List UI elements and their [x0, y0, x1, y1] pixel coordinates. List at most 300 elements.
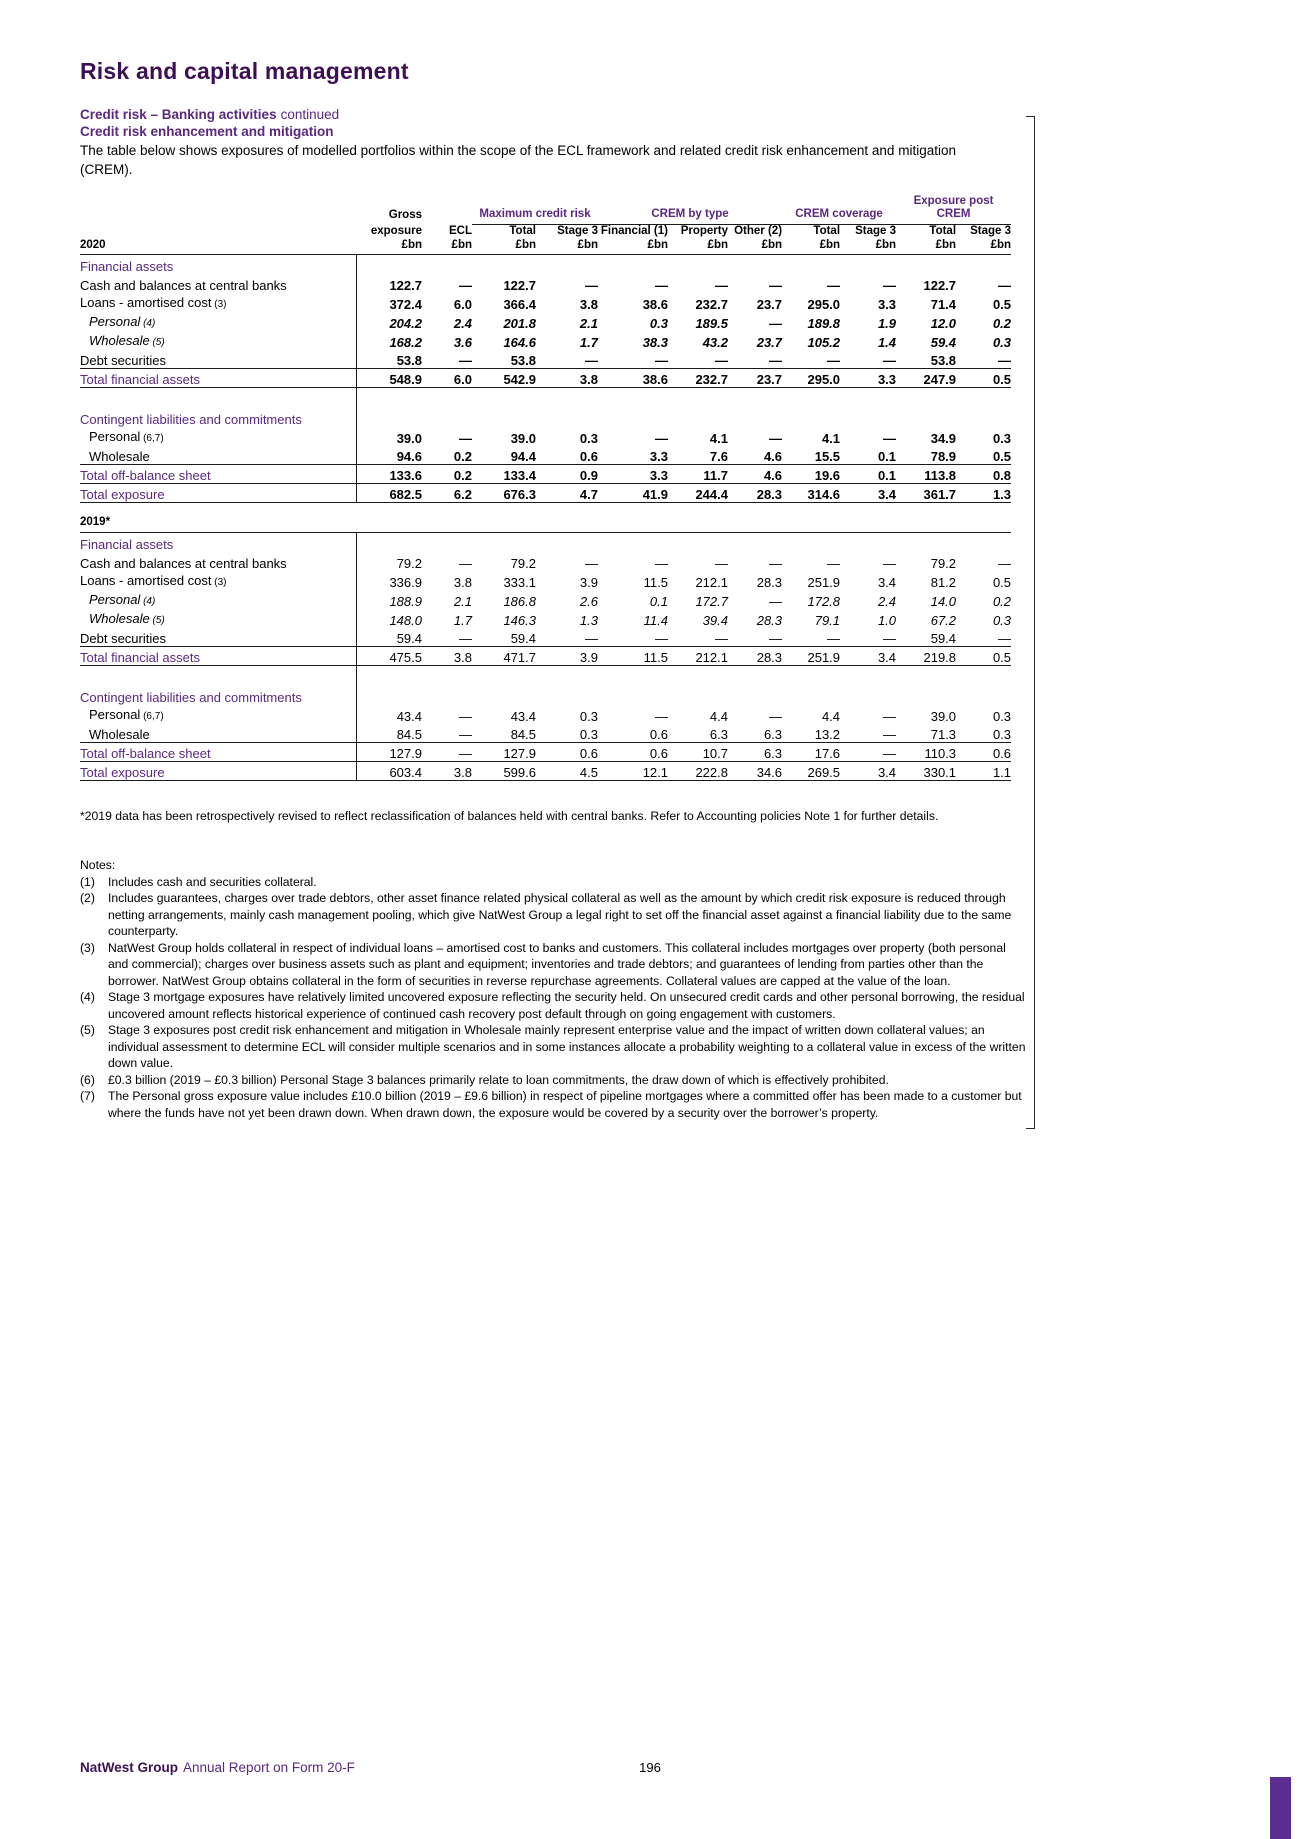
cell-value: 251.9 [782, 647, 840, 666]
cell-value: 6.3 [709, 727, 728, 742]
cell-value: 2.6 [579, 593, 598, 609]
cell-value: 201.8 [503, 315, 536, 331]
note-text: NatWest Group holds collateral in respect of individual loans – amortised cost to banks and customers. This collateral includes mortgages over property (both personal and commercial); charges over business assets such as plant and equipment; inventories and trade debtors; and guarantees of lending from parties other than the borrower. NatWest Group obtains collateral in the form of securities in reverse repurchase agreements. Collateral values are capped at the value of the loan. [108, 940, 1006, 988]
row-label: Total off-balance sheet [80, 465, 356, 484]
cell-value: 12.1 [598, 762, 668, 781]
note-text: £0.3 billion (2019 – £0.3 billion) Personal Stage 3 balances primarily relate to loan commitments, the draw down of which is effectively prohibited. [108, 1072, 889, 1087]
data-row [80, 590, 1011, 609]
cell-value: 0.3 [579, 430, 598, 446]
unit-label: £bn [840, 238, 896, 255]
footnote-reference: (6,7) [140, 710, 164, 722]
cell-value: — [459, 555, 472, 571]
cell-value: — [715, 631, 728, 646]
footnote-reference: (5) [149, 614, 165, 626]
cell-value: 6.2 [422, 484, 472, 503]
cell-value: 15.5 [814, 449, 841, 464]
cell-value: — [655, 430, 668, 446]
footnote-reference: (4) [140, 595, 156, 607]
cell-value: 6.3 [728, 743, 782, 762]
cell-value: 1.1 [956, 762, 1011, 781]
section-label: Financial assets [80, 258, 174, 274]
row-label: Debt securities [80, 631, 166, 646]
note-number: (4) [80, 990, 95, 1004]
cell-value: 23.7 [756, 296, 783, 312]
cell-value: 3.8 [422, 762, 472, 781]
cell-value: 676.3 [472, 484, 536, 503]
column-group-header: Gross [388, 209, 422, 221]
cell-value: 548.9 [356, 369, 422, 388]
cell-value: 19.6 [782, 465, 840, 484]
cell-value: 127.9 [356, 743, 422, 762]
cell-value: 0.5 [992, 449, 1012, 464]
page-footer [0, 1760, 1300, 1780]
cell-value: 603.4 [356, 762, 422, 781]
cell-value: 0.5 [956, 369, 1011, 388]
cell-value: 3.8 [579, 296, 598, 312]
cell-value: 1.7 [579, 334, 598, 350]
unit-label: £bn [782, 238, 840, 255]
header-corner-cell [80, 195, 356, 225]
cell-value: 366.4 [503, 296, 536, 312]
cell-value: 3.9 [536, 647, 598, 666]
data-row [80, 552, 1011, 571]
column-header: Total [813, 225, 841, 237]
note-number: (2) [80, 891, 95, 905]
cell-value: 314.6 [782, 484, 840, 503]
cell-value: 41.9 [598, 484, 668, 503]
cell-value: 682.5 [356, 484, 422, 503]
note-text: Includes guarantees, charges over trade debtors, other asset finance related physical collateral as well as the amount by which credit risk exposure is reduced through netting arrangements, mainly cash management pooling, which give NatWest Group a legal right to set off the financial asset against a financial liability due to the same counterparty. [108, 891, 1012, 938]
cell-value: 3.9 [579, 574, 598, 590]
data-row [80, 331, 1011, 350]
cell-value: 71.3 [930, 727, 957, 742]
column-header: ECL [449, 225, 472, 237]
total-row [80, 743, 1011, 762]
cell-value: 71.4 [930, 296, 957, 312]
unit-label: £bn [956, 238, 1011, 255]
cell-value: 0.1 [840, 465, 896, 484]
cell-value: 336.9 [356, 571, 422, 590]
data-row [80, 609, 1011, 628]
note-item [80, 874, 1028, 891]
cell-value: — [840, 743, 896, 762]
cell-value: 6.0 [453, 296, 472, 312]
cell-value: 0.2 [992, 593, 1012, 609]
cell-value: 295.0 [807, 296, 841, 312]
cell-value: 542.9 [472, 369, 536, 388]
cell-value: — [655, 353, 668, 368]
cell-value: 3.6 [453, 334, 472, 350]
cell-value: 53.8 [510, 353, 536, 368]
unit-label: £bn [472, 238, 536, 255]
note-number: (6) [80, 1072, 95, 1087]
data-row [80, 705, 1011, 724]
cell-value: 3.4 [877, 574, 897, 590]
section-header-row [80, 686, 1011, 705]
cell-value: — [827, 277, 841, 293]
cell-value: 372.4 [356, 293, 422, 312]
cell-value: 11.7 [668, 465, 728, 484]
intro-paragraph: The table below shows exposures of modelled portfolios within the scope of the ECL framework and related credit risk enhancement and mitigation (CREM). [80, 143, 956, 177]
cell-value: 3.4 [840, 762, 896, 781]
cell-value: — [459, 430, 472, 446]
grand-row [80, 484, 1011, 503]
note-text: Stage 3 mortgage exposures have relatively limited uncovered exposure reflecting the security held. On unsecured credit cards and other personal borrowing, the residual uncovered amount reflects historical experience of continued cash recovery post default through on going engagement with customers. [108, 990, 1025, 1021]
cell-value: — [459, 631, 472, 646]
cell-value: 0.5 [992, 574, 1012, 590]
cell-value: 251.9 [807, 574, 841, 590]
cell-value: 333.1 [503, 574, 536, 590]
cell-value: 0.3 [579, 727, 598, 742]
cell-value: 4.6 [728, 465, 782, 484]
row-label: Wholesale [89, 449, 150, 464]
cell-value: 247.9 [896, 369, 956, 388]
revision-change-bracket [1026, 116, 1035, 1129]
data-row [80, 571, 1011, 590]
cell-value: 1.3 [579, 612, 598, 628]
cell-value: 28.3 [756, 574, 783, 590]
data-row [80, 274, 1011, 293]
cell-value: 53.8 [356, 350, 422, 369]
data-row [80, 312, 1011, 331]
cell-value: 0.5 [956, 647, 1011, 666]
cell-value: 0.3 [992, 612, 1012, 628]
cell-value: 43.2 [702, 334, 728, 350]
cell-value: — [715, 555, 728, 571]
data-row [80, 350, 1011, 369]
cell-value: 28.3 [756, 612, 783, 628]
cell-value: 105.2 [807, 334, 841, 350]
note-item [80, 989, 1028, 1022]
cell-value: 122.7 [503, 277, 536, 293]
cell-value: 0.3 [992, 430, 1012, 446]
cell-value: — [998, 277, 1012, 293]
cell-value: 34.9 [930, 430, 957, 446]
cell-value: 0.2 [422, 465, 472, 484]
row-label: Personal (4) [89, 313, 156, 329]
cell-value: — [585, 631, 598, 646]
cell-value: 172.8 [807, 593, 841, 609]
column-header: Total [929, 225, 957, 237]
row-label: Personal (6,7) [89, 706, 164, 722]
cell-value: — [655, 708, 668, 724]
section-label: Financial assets [80, 536, 174, 552]
cell-value: 295.0 [782, 369, 840, 388]
cell-value: 2.1 [453, 593, 472, 609]
year-label: 2019* [80, 503, 1011, 533]
note-item [80, 890, 1028, 940]
footnote-reference: (3) [211, 576, 227, 588]
note-text: Includes cash and securities collateral. [108, 874, 317, 889]
cell-value: 330.1 [896, 762, 956, 781]
cell-value: 84.5 [356, 724, 422, 743]
cell-value: 11.4 [643, 612, 668, 628]
cell-value: 10.7 [668, 743, 728, 762]
cell-value: 0.3 [992, 334, 1012, 350]
unit-label: £bn [356, 238, 422, 255]
row-label: Cash and balances at central banks [80, 277, 287, 293]
cell-value: 4.4 [709, 708, 728, 724]
unit-label: £bn [728, 238, 782, 255]
row-label: Wholesale (5) [89, 610, 165, 626]
row-label: Cash and balances at central banks [80, 555, 287, 571]
cell-value: 4.7 [536, 484, 598, 503]
cell-value: 13.2 [814, 727, 841, 742]
cell-value: — [459, 353, 472, 368]
row-label: Total off-balance sheet [80, 743, 356, 762]
cell-value: 212.1 [695, 574, 728, 590]
cell-value: 146.3 [503, 612, 536, 628]
cell-value: — [883, 708, 897, 724]
cell-value: 23.7 [728, 369, 782, 388]
data-row [80, 628, 1011, 647]
cell-value: 0.3 [992, 708, 1012, 724]
cell-value: 0.3 [649, 315, 668, 331]
row-label: Debt securities [80, 353, 166, 368]
column-header: Stage 3 [855, 225, 897, 237]
row-label: Wholesale [89, 727, 150, 742]
cell-value: 4.1 [709, 430, 728, 446]
cell-value: 1.9 [877, 315, 897, 331]
note-text: The Personal gross exposure value includes £10.0 billion (2019 – £9.6 billion) in respect of pipeline mortgages where a committed offer has been made to a customer but where the funds have not yet been drawn down. When drawn down, the exposure would be covered by a security over the borrower’s property. [108, 1089, 1022, 1120]
cell-value: 361.7 [896, 484, 956, 503]
row-label: Total financial assets [80, 647, 356, 666]
cell-value: 11.5 [643, 574, 668, 590]
cell-value: 0.6 [956, 743, 1011, 762]
cell-value: 148.0 [356, 609, 422, 628]
row-label: Total exposure [80, 484, 356, 503]
crem-exposures-table [80, 195, 1011, 781]
cell-value: 53.8 [930, 353, 957, 368]
cell-value: 67.2 [930, 612, 957, 628]
note-number: (3) [80, 940, 95, 955]
cell-value: 34.6 [728, 762, 782, 781]
cell-value: — [585, 555, 598, 571]
column-header: Other (2) [734, 225, 783, 237]
cell-value: — [715, 277, 728, 293]
cell-value: 113.8 [896, 465, 956, 484]
cell-value: 0.5 [992, 296, 1012, 312]
footnote-reference: (6,7) [140, 432, 164, 444]
row-label: Total financial assets [80, 369, 356, 388]
cell-value: 23.7 [756, 334, 783, 350]
cell-value: — [422, 743, 472, 762]
cell-value: 122.7 [356, 274, 422, 293]
cell-value: 2.1 [579, 315, 598, 331]
cell-value: — [459, 708, 472, 724]
row-label: Wholesale (5) [89, 332, 165, 348]
cell-value: 3.8 [422, 647, 472, 666]
spacer-row [80, 388, 1011, 408]
cell-value: — [585, 277, 598, 293]
cell-value: 219.8 [896, 647, 956, 666]
column-group-header [422, 195, 472, 225]
cell-value: 4.1 [821, 430, 841, 446]
cell-value: 269.5 [782, 762, 840, 781]
column-group-header: Maximum credit risk [472, 195, 598, 225]
page-number: 196 [639, 1760, 661, 1775]
cell-value: 39.0 [930, 708, 957, 724]
cell-value: — [769, 555, 783, 571]
column-header: Stage 3 [557, 225, 598, 237]
cell-value: 12.0 [930, 315, 957, 331]
cell-value: 0.3 [992, 727, 1012, 742]
cell-value: — [459, 277, 472, 293]
column-group-header: CREM by type [598, 195, 782, 225]
note-item [80, 1088, 1028, 1121]
column-group-header: Exposure post CREM [896, 195, 1011, 225]
note-item [80, 1072, 1028, 1089]
data-row [80, 446, 1011, 465]
data-row [80, 293, 1011, 312]
cell-value: 244.4 [668, 484, 728, 503]
cell-value: — [769, 430, 783, 446]
cell-value: 1.3 [956, 484, 1011, 503]
column-header: Financial (1) [600, 225, 668, 237]
cell-value: — [769, 353, 783, 368]
cell-value: 127.9 [472, 743, 536, 762]
page-title: Risk and capital management [80, 58, 409, 84]
cell-value: 2.4 [453, 315, 472, 331]
cell-value: — [998, 631, 1012, 646]
cell-value: 38.3 [642, 334, 668, 350]
row-label: Loans - amortised cost (3) [80, 572, 227, 588]
cell-value: 39.0 [356, 427, 422, 446]
cell-value: 4.4 [821, 708, 841, 724]
cell-value: 38.6 [642, 296, 668, 312]
section-heading-continued: continued [280, 107, 340, 122]
section-label: Contingent liabilities and commitments [80, 689, 302, 705]
cell-value: 471.7 [472, 647, 536, 666]
cell-value: — [655, 277, 668, 293]
cell-value: 204.2 [356, 312, 422, 331]
cell-value: 6.3 [763, 727, 783, 742]
cell-value: 0.3 [579, 708, 598, 724]
cell-value: 4.6 [763, 449, 783, 464]
cell-value: 599.6 [472, 762, 536, 781]
cell-value: — [827, 631, 841, 646]
cell-value: 0.6 [598, 743, 668, 762]
cell-value: 0.6 [649, 727, 668, 742]
total-row [80, 647, 1011, 666]
cell-value: 4.5 [536, 762, 598, 781]
cell-value: 222.8 [668, 762, 728, 781]
cell-value: — [883, 555, 897, 571]
cell-value: 94.4 [510, 449, 536, 464]
cell-value: 59.4 [510, 631, 536, 646]
section-header-row [80, 533, 1011, 552]
note-number: (7) [80, 1089, 95, 1103]
cell-value: 59.4 [930, 334, 957, 350]
cell-value: 14.0 [930, 593, 957, 609]
cell-value: 84.5 [510, 727, 536, 742]
cell-value: — [883, 430, 897, 446]
cell-value: 6.0 [422, 369, 472, 388]
cell-value: — [655, 555, 668, 571]
cell-value: 189.5 [695, 315, 728, 331]
page-corner-bar [1270, 1777, 1291, 1839]
cell-value: 110.3 [896, 743, 956, 762]
column-header: Stage 3 [970, 225, 1012, 237]
page-content [0, 0, 1040, 1121]
row-label: Personal (4) [89, 591, 156, 607]
cell-value: — [585, 353, 598, 368]
cell-value: 39.0 [510, 430, 536, 446]
cell-value: 212.1 [668, 647, 728, 666]
cell-value: 186.8 [503, 593, 536, 609]
cell-value: 79.2 [356, 552, 422, 571]
unit-label: £bn [668, 238, 728, 255]
cell-value: 38.6 [598, 369, 668, 388]
footnote-reference: (3) [211, 298, 227, 310]
data-row [80, 724, 1011, 743]
column-header: Property [680, 225, 728, 237]
cell-value: 3.8 [536, 369, 598, 388]
cell-value: 59.4 [930, 631, 957, 646]
table-footnote: *2019 data has been retrospectively revised to reflect reclassification of balances held with central banks. Refer to Accounting policies Note 1 for further details. [80, 809, 939, 823]
cell-value: 0.2 [992, 315, 1012, 331]
cell-value: — [715, 353, 728, 368]
cell-value: 3.3 [877, 296, 897, 312]
total-row [80, 369, 1011, 388]
row-label: Personal (6,7) [89, 428, 164, 444]
year-label: 2020 [80, 238, 356, 255]
cell-value: 122.7 [923, 277, 957, 293]
cell-value: 172.7 [695, 593, 728, 609]
unit-label: £bn [536, 238, 598, 255]
year-divider-row [80, 503, 1011, 533]
cell-value: — [998, 353, 1012, 368]
row-label: Total exposure [80, 762, 356, 781]
note-item [80, 940, 1028, 990]
cell-value: 59.4 [356, 628, 422, 647]
cell-value: — [827, 353, 841, 368]
cell-value: — [883, 631, 897, 646]
column-header: exposure [370, 225, 422, 237]
total-row [80, 465, 1011, 484]
unit-label: £bn [598, 238, 668, 255]
unit-label: £bn [422, 238, 472, 255]
subsection-heading: Credit risk enhancement and mitigation [80, 124, 334, 139]
row-label: Loans - amortised cost (3) [80, 294, 227, 310]
cell-value: 79.1 [814, 612, 841, 628]
cell-value: — [998, 555, 1012, 571]
section-header-row [80, 255, 1011, 274]
cell-value: 0.9 [536, 465, 598, 484]
cell-value: 168.2 [356, 331, 422, 350]
cell-value: 17.6 [782, 743, 840, 762]
footer-brand-name: NatWest Group [80, 1760, 179, 1775]
cell-value: — [769, 277, 783, 293]
section-label: Contingent liabilities and commitments [80, 411, 302, 427]
note-text: Stage 3 exposures post credit risk enhancement and mitigation in Wholesale mainly represent enterprise value and the impact of written down collateral values; an individual assessment to determine ECL will consider multiple scenarios and in some instances allocate a probability weighting to a collateral value in excess of the written down value. [108, 1023, 1026, 1070]
spacer-row [80, 666, 1011, 686]
cell-value: 232.7 [668, 369, 728, 388]
cell-value: 0.8 [956, 465, 1011, 484]
column-header: Total [509, 225, 536, 237]
cell-value: 94.6 [356, 446, 422, 465]
cell-value: — [655, 631, 668, 646]
cell-value: 1.7 [453, 612, 472, 628]
cell-value: — [827, 555, 841, 571]
cell-value: 475.5 [356, 647, 422, 666]
cell-value: 78.9 [930, 449, 957, 464]
cell-value: 28.3 [728, 484, 782, 503]
cell-value: 164.6 [503, 334, 536, 350]
cell-value: 7.6 [709, 449, 728, 464]
cell-value: 39.4 [702, 612, 728, 628]
note-number: (5) [80, 1023, 95, 1037]
